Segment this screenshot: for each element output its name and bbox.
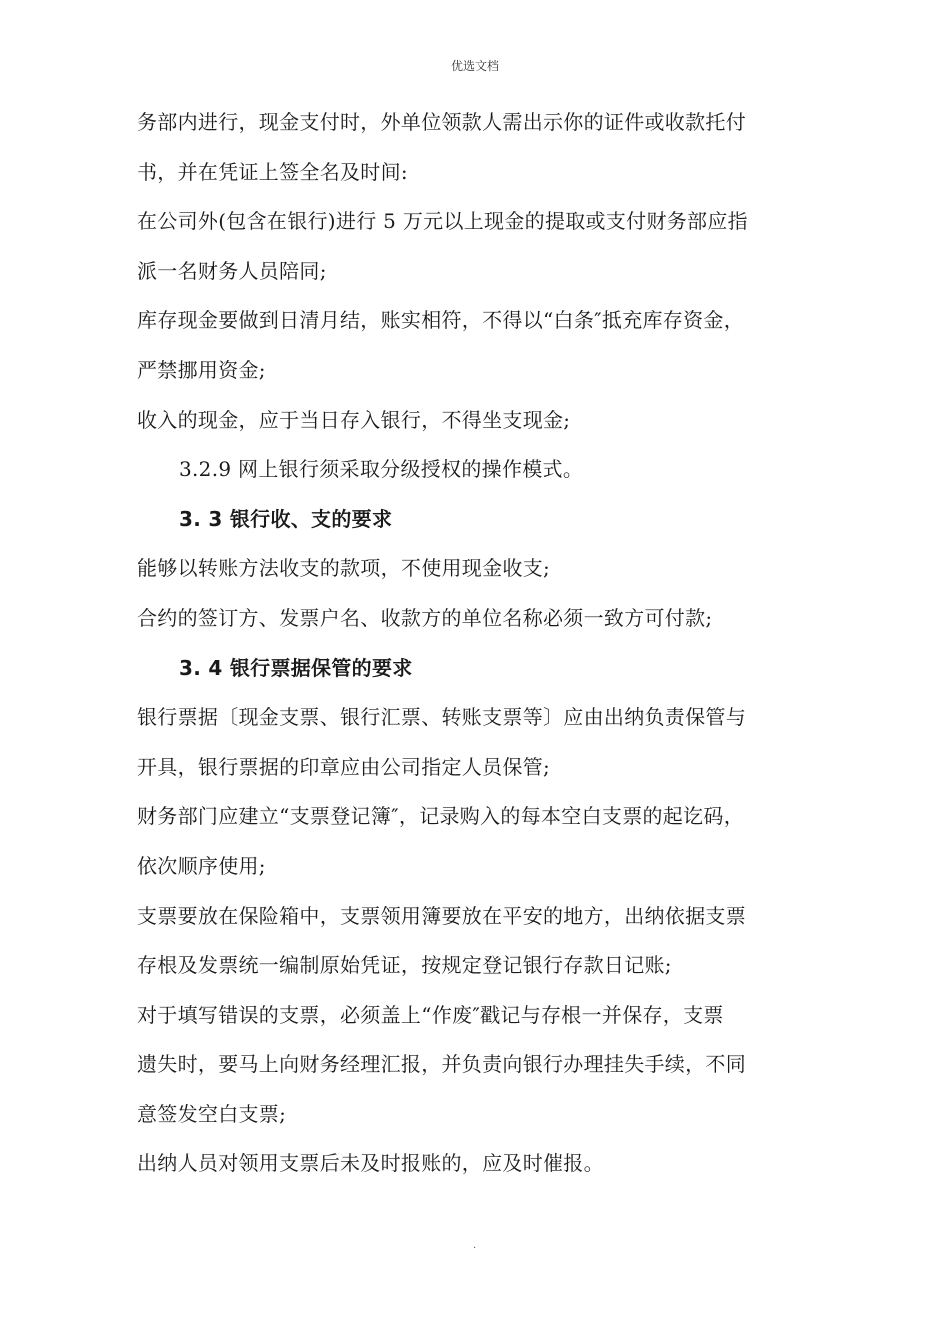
page-footer-dot: . bbox=[473, 1240, 477, 1251]
body-line: 收入的现金，应于当日存入银行，不得坐支现金; bbox=[137, 407, 571, 432]
clause-3-2-9: 3.2.9 网上银行须采取分级授权的操作模式。 bbox=[179, 457, 584, 482]
body-line: 合约的签订方、发票户名、收款方的单位名称必须一致方可付款; bbox=[137, 605, 713, 630]
body-line: 财务部门应建立“支票登记簿″，记录购入的每本空白支票的起讫码， bbox=[137, 804, 744, 829]
body-line: 在公司外(包含在银行)进行 5 万元以上现金的提取或支付财务部应指 bbox=[137, 209, 748, 234]
section-heading-3-4: 3. 4 银行票据保管的要求 bbox=[179, 655, 413, 680]
body-line: 开具，银行票据的印章应由公司指定人员保管; bbox=[137, 754, 551, 779]
body-line: 对于填写错误的支票，必须盖上“作废″戳记与存根一并保存，支票 bbox=[137, 1002, 724, 1027]
body-line: 库存现金要做到日清月结，账实相符，不得以“白条″抵充库存资金， bbox=[137, 308, 744, 333]
page-header: 优选文档 bbox=[450, 59, 499, 73]
body-line: 依次顺序使用; bbox=[137, 853, 266, 878]
body-line: 书，并在凭证上签全名及时间: bbox=[137, 159, 408, 184]
body-line: 支票要放在保险箱中，支票领用簿要放在平安的地方，出纳依据支票 bbox=[137, 903, 746, 928]
body-line: 银行票据〔现金支票、银行汇票、转账支票等〕应由出纳负责保管与 bbox=[137, 705, 746, 730]
body-line: 遗失时，要马上向财务经理汇报，并负责向银行办理挂失手续，不同 bbox=[137, 1052, 746, 1077]
body-line: 严禁挪用资金; bbox=[137, 357, 266, 382]
body-line: 出纳人员对领用支票后未及时报账的，应及时催报。 bbox=[137, 1151, 604, 1176]
body-line: 务部内进行，现金支付时，外单位领款人需出示你的证件或收款托付 bbox=[137, 110, 746, 134]
document-body bbox=[137, 98, 827, 1189]
section-heading-3-3: 3. 3 银行收、支的要求 bbox=[179, 506, 393, 531]
body-line: 存根及发票统一编制原始凭证，按规定登记银行存款日记账; bbox=[137, 953, 672, 978]
body-line: 派一名财务人员陪同; bbox=[137, 258, 327, 283]
body-line: 能够以转账方法收支的款项，不使用现金收支; bbox=[137, 556, 551, 581]
body-line: 意签发空白支票; bbox=[137, 1101, 287, 1126]
